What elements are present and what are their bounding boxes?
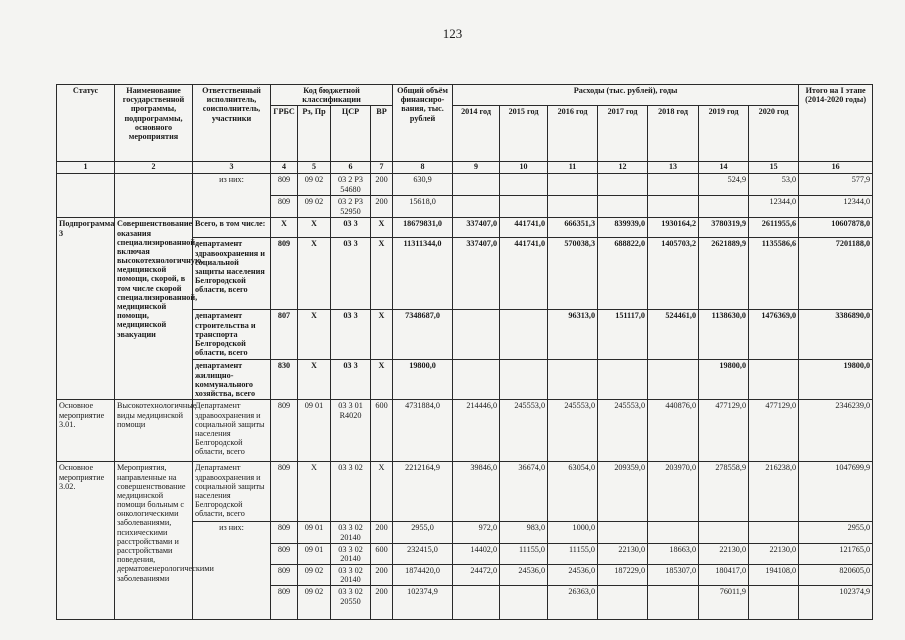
year-cell	[500, 360, 548, 400]
year-cell	[453, 586, 500, 620]
grbs-cell: 809	[271, 196, 298, 218]
header-status: Статус	[57, 85, 115, 162]
year-cell: 337407,0	[453, 218, 500, 238]
year-cell: 194108,0	[749, 565, 799, 586]
table-row	[57, 174, 873, 196]
total-cell: 2212164,9	[393, 462, 453, 522]
year-cell	[500, 310, 548, 360]
year-cell	[699, 196, 749, 218]
year-cell: 972,0	[453, 522, 500, 543]
year-cell	[648, 586, 699, 620]
stage-total-cell: 12344,0	[799, 196, 873, 218]
year-cell: 441741,0	[500, 238, 548, 310]
vr-cell: 200	[371, 522, 393, 543]
total-cell: 232415,0	[393, 543, 453, 564]
total-cell: 4731884,0	[393, 400, 453, 462]
header-grbs: ГРБС	[271, 106, 298, 162]
table-row	[57, 400, 873, 462]
total-cell: 102374,9	[393, 586, 453, 620]
year-cell	[500, 174, 548, 196]
csr-cell: 03 3	[331, 310, 371, 360]
total-cell: 11311344,0	[393, 238, 453, 310]
year-cell	[598, 586, 648, 620]
year-cell: 1930164,2	[648, 218, 699, 238]
rz-cell: X	[298, 310, 331, 360]
header-budget-code: Код бюджетной классификации	[271, 85, 393, 106]
table-row	[57, 462, 873, 522]
year-cell: 180417,0	[699, 565, 749, 586]
header-total-volume: Общий объём финансиро-вания, тыс. рублей	[393, 85, 453, 162]
responsible-cell: из них:	[193, 522, 271, 620]
header-2016: 2016 год	[548, 106, 598, 162]
year-cell: 524,9	[699, 174, 749, 196]
col-number: 3	[193, 162, 271, 174]
header-stage-total: Итого на I этапе (2014-2020 годы)	[799, 85, 873, 162]
year-cell: 39846,0	[453, 462, 500, 522]
col-number: 13	[648, 162, 699, 174]
rz-cell: 09 01	[298, 522, 331, 543]
year-cell	[598, 360, 648, 400]
year-cell: 1405703,2	[648, 238, 699, 310]
year-cell: 14402,0	[453, 543, 500, 564]
grbs-cell: 809	[271, 462, 298, 522]
stage-total-cell: 2346239,0	[799, 400, 873, 462]
col-number: 8	[393, 162, 453, 174]
year-cell	[453, 196, 500, 218]
year-cell: 24536,0	[500, 565, 548, 586]
rz-cell: 09 02	[298, 196, 331, 218]
header-vr: ВР	[371, 106, 393, 162]
year-cell	[648, 174, 699, 196]
stage-total-cell: 102374,9	[799, 586, 873, 620]
total-cell: 7348687,0	[393, 310, 453, 360]
csr-cell: 03 3 02	[331, 462, 371, 522]
year-cell: 1000,0	[548, 522, 598, 543]
year-cell: 337407,0	[453, 238, 500, 310]
header-expenses: Расходы (тыс. рублей), годы	[453, 85, 799, 106]
csr-cell: 03 3 02 20550	[331, 586, 371, 620]
col-number: 5	[298, 162, 331, 174]
col-number: 9	[453, 162, 500, 174]
vr-cell: X	[371, 462, 393, 522]
year-cell	[598, 196, 648, 218]
year-cell	[453, 360, 500, 400]
vr-cell: 200	[371, 174, 393, 196]
total-cell: 630,9	[393, 174, 453, 196]
total-cell: 1874420,0	[393, 565, 453, 586]
stage-total-cell: 820605,0	[799, 565, 873, 586]
year-cell	[699, 522, 749, 543]
year-cell: 441741,0	[500, 218, 548, 238]
year-cell: 278558,9	[699, 462, 749, 522]
header-2020: 2020 год	[749, 106, 799, 162]
year-cell: 12344,0	[749, 196, 799, 218]
year-cell: 216238,0	[749, 462, 799, 522]
year-cell: 1476369,0	[749, 310, 799, 360]
grbs-cell: 809	[271, 565, 298, 586]
col-number: 12	[598, 162, 648, 174]
status-cell: Основное мероприятие 3.01.	[57, 400, 115, 462]
vr-cell: 200	[371, 586, 393, 620]
year-cell: 839939,0	[598, 218, 648, 238]
rz-cell: X	[298, 218, 331, 238]
grbs-cell: X	[271, 218, 298, 238]
year-cell: 187229,0	[598, 565, 648, 586]
year-cell	[453, 310, 500, 360]
vr-cell: 200	[371, 196, 393, 218]
year-cell: 24536,0	[548, 565, 598, 586]
header-program-name: Наименование государственной программы, подпрограммы, основного мероприятия	[115, 85, 193, 162]
grbs-cell: 830	[271, 360, 298, 400]
year-cell: 477129,0	[749, 400, 799, 462]
table-row	[57, 218, 873, 238]
year-cell	[548, 360, 598, 400]
stage-total-cell: 121765,0	[799, 543, 873, 564]
responsible-cell: Департамент здравоохранения и социальной защиты населения Белгородской области, всего	[193, 400, 271, 462]
year-cell: 245553,0	[548, 400, 598, 462]
year-cell: 11155,0	[548, 543, 598, 564]
year-cell	[500, 586, 548, 620]
col-number: 15	[749, 162, 799, 174]
header-2018: 2018 год	[648, 106, 699, 162]
csr-cell: 03 3 02 20140	[331, 543, 371, 564]
stage-total-cell: 7201188,0	[799, 238, 873, 310]
status-cell	[57, 174, 115, 218]
vr-cell: 600	[371, 543, 393, 564]
name-cell	[115, 174, 193, 218]
year-cell: 36674,0	[500, 462, 548, 522]
year-cell	[648, 196, 699, 218]
grbs-cell: 809	[271, 586, 298, 620]
year-cell: 26363,0	[548, 586, 598, 620]
year-cell	[648, 360, 699, 400]
rz-cell: 09 01	[298, 543, 331, 564]
year-cell: 2611955,6	[749, 218, 799, 238]
vr-cell: X	[371, 310, 393, 360]
csr-cell: 03 2 Р3 54680	[331, 174, 371, 196]
name-cell: Совершенствование оказания специализированной, включая высокотехнологичную, медицинской помощи, скорой, в том числе скорой специализированной, медицинской помощи, медицинской эвакуации	[115, 218, 193, 400]
responsible-cell: Всего, в том числе:	[193, 218, 271, 238]
csr-cell: 03 2 Р3 52950	[331, 196, 371, 218]
col-number: 16	[799, 162, 873, 174]
year-cell: 76011,9	[699, 586, 749, 620]
rz-cell: 09 01	[298, 400, 331, 462]
total-cell: 18679831,0	[393, 218, 453, 238]
year-cell: 440876,0	[648, 400, 699, 462]
year-cell	[598, 522, 648, 543]
year-cell: 688822,0	[598, 238, 648, 310]
grbs-cell: 807	[271, 310, 298, 360]
responsible-cell: департамент жилищно-коммунального хозяйства, всего	[193, 360, 271, 400]
grbs-cell: 809	[271, 400, 298, 462]
responsible-cell: Департамент здравоохранения и социальной защиты населения Белгородской области, всего	[193, 462, 271, 522]
year-cell: 185307,0	[648, 565, 699, 586]
year-cell: 2621889,9	[699, 238, 749, 310]
year-cell: 1138630,0	[699, 310, 749, 360]
total-cell: 19800,0	[393, 360, 453, 400]
stage-total-cell: 2955,0	[799, 522, 873, 543]
year-cell	[749, 522, 799, 543]
grbs-cell: 809	[271, 238, 298, 310]
rz-cell: X	[298, 238, 331, 310]
vr-cell: 200	[371, 565, 393, 586]
name-cell: Высокотехнологичные виды медицинской помощи	[115, 400, 193, 462]
header-2015: 2015 год	[500, 106, 548, 162]
year-cell: 22130,0	[699, 543, 749, 564]
year-cell: 96313,0	[548, 310, 598, 360]
stage-total-cell: 577,9	[799, 174, 873, 196]
vr-cell: X	[371, 218, 393, 238]
responsible-cell: департамент здравоохранения и социальной защиты населения Белгородской области, всего	[193, 238, 271, 310]
col-number: 7	[371, 162, 393, 174]
year-cell: 214446,0	[453, 400, 500, 462]
status-cell: Подпрограмма 3	[57, 218, 115, 400]
year-cell	[648, 522, 699, 543]
year-cell: 151117,0	[598, 310, 648, 360]
total-cell: 2955,0	[393, 522, 453, 543]
year-cell: 983,0	[500, 522, 548, 543]
budget-table	[56, 84, 873, 620]
year-cell: 477129,0	[699, 400, 749, 462]
year-cell: 209359,0	[598, 462, 648, 522]
stage-total-cell: 10607878,0	[799, 218, 873, 238]
grbs-cell: 809	[271, 543, 298, 564]
column-number-row	[57, 162, 873, 174]
year-cell	[500, 196, 548, 218]
year-cell: 3780319,9	[699, 218, 749, 238]
name-cell: Мероприятия, направленные на совершенствование медицинской помощи больным с онкологическими заболеваниями, психическими расстройствами и расстройствами поведения, дерматовенерологическими заболеваниями	[115, 462, 193, 620]
year-cell: 22130,0	[598, 543, 648, 564]
year-cell	[598, 174, 648, 196]
rz-cell: X	[298, 462, 331, 522]
year-cell: 570038,3	[548, 238, 598, 310]
grbs-cell: 809	[271, 522, 298, 543]
year-cell: 11155,0	[500, 543, 548, 564]
year-cell: 19800,0	[699, 360, 749, 400]
year-cell	[548, 196, 598, 218]
year-cell: 1135586,6	[749, 238, 799, 310]
vr-cell: X	[371, 360, 393, 400]
page-number: 123	[442, 26, 463, 41]
total-cell: 15618,0	[393, 196, 453, 218]
year-cell: 53,0	[749, 174, 799, 196]
rz-cell: X	[298, 360, 331, 400]
year-cell: 245553,0	[500, 400, 548, 462]
year-cell	[453, 174, 500, 196]
col-number: 11	[548, 162, 598, 174]
year-cell: 245553,0	[598, 400, 648, 462]
rz-cell: 09 02	[298, 174, 331, 196]
year-cell: 666351,3	[548, 218, 598, 238]
vr-cell: X	[371, 238, 393, 310]
csr-cell: 03 3	[331, 218, 371, 238]
year-cell: 22130,0	[749, 543, 799, 564]
year-cell	[548, 174, 598, 196]
csr-cell: 03 3 02 20140	[331, 522, 371, 543]
rz-cell: 09 02	[298, 586, 331, 620]
header-responsible: Ответственный исполнитель, соисполнитель, участники	[193, 85, 271, 162]
csr-cell: 03 3	[331, 238, 371, 310]
csr-cell: 03 3 01 R4020	[331, 400, 371, 462]
header-2019: 2019 год	[699, 106, 749, 162]
rz-cell: 09 02	[298, 565, 331, 586]
header-rz-pr: Рз, Пр	[298, 106, 331, 162]
responsible-cell: департамент строительства и транспорта Белгородской области, всего	[193, 310, 271, 360]
year-cell	[749, 586, 799, 620]
grbs-cell: 809	[271, 174, 298, 196]
year-cell: 524461,0	[648, 310, 699, 360]
col-number: 6	[331, 162, 371, 174]
year-cell: 63054,0	[548, 462, 598, 522]
header-2017: 2017 год	[598, 106, 648, 162]
stage-total-cell: 3386890,0	[799, 310, 873, 360]
csr-cell: 03 3	[331, 360, 371, 400]
year-cell: 203970,0	[648, 462, 699, 522]
header-2014: 2014 год	[453, 106, 500, 162]
col-number: 1	[57, 162, 115, 174]
vr-cell: 600	[371, 400, 393, 462]
col-number: 10	[500, 162, 548, 174]
header-csr: ЦСР	[331, 106, 371, 162]
col-number: 4	[271, 162, 298, 174]
year-cell	[749, 360, 799, 400]
stage-total-cell: 1047699,9	[799, 462, 873, 522]
col-number: 14	[699, 162, 749, 174]
year-cell: 18663,0	[648, 543, 699, 564]
stage-total-cell: 19800,0	[799, 360, 873, 400]
responsible-cell: из них:	[193, 174, 271, 218]
year-cell: 24472,0	[453, 565, 500, 586]
col-number: 2	[115, 162, 193, 174]
status-cell: Основное мероприятие 3.02.	[57, 462, 115, 620]
csr-cell: 03 3 02 20140	[331, 565, 371, 586]
